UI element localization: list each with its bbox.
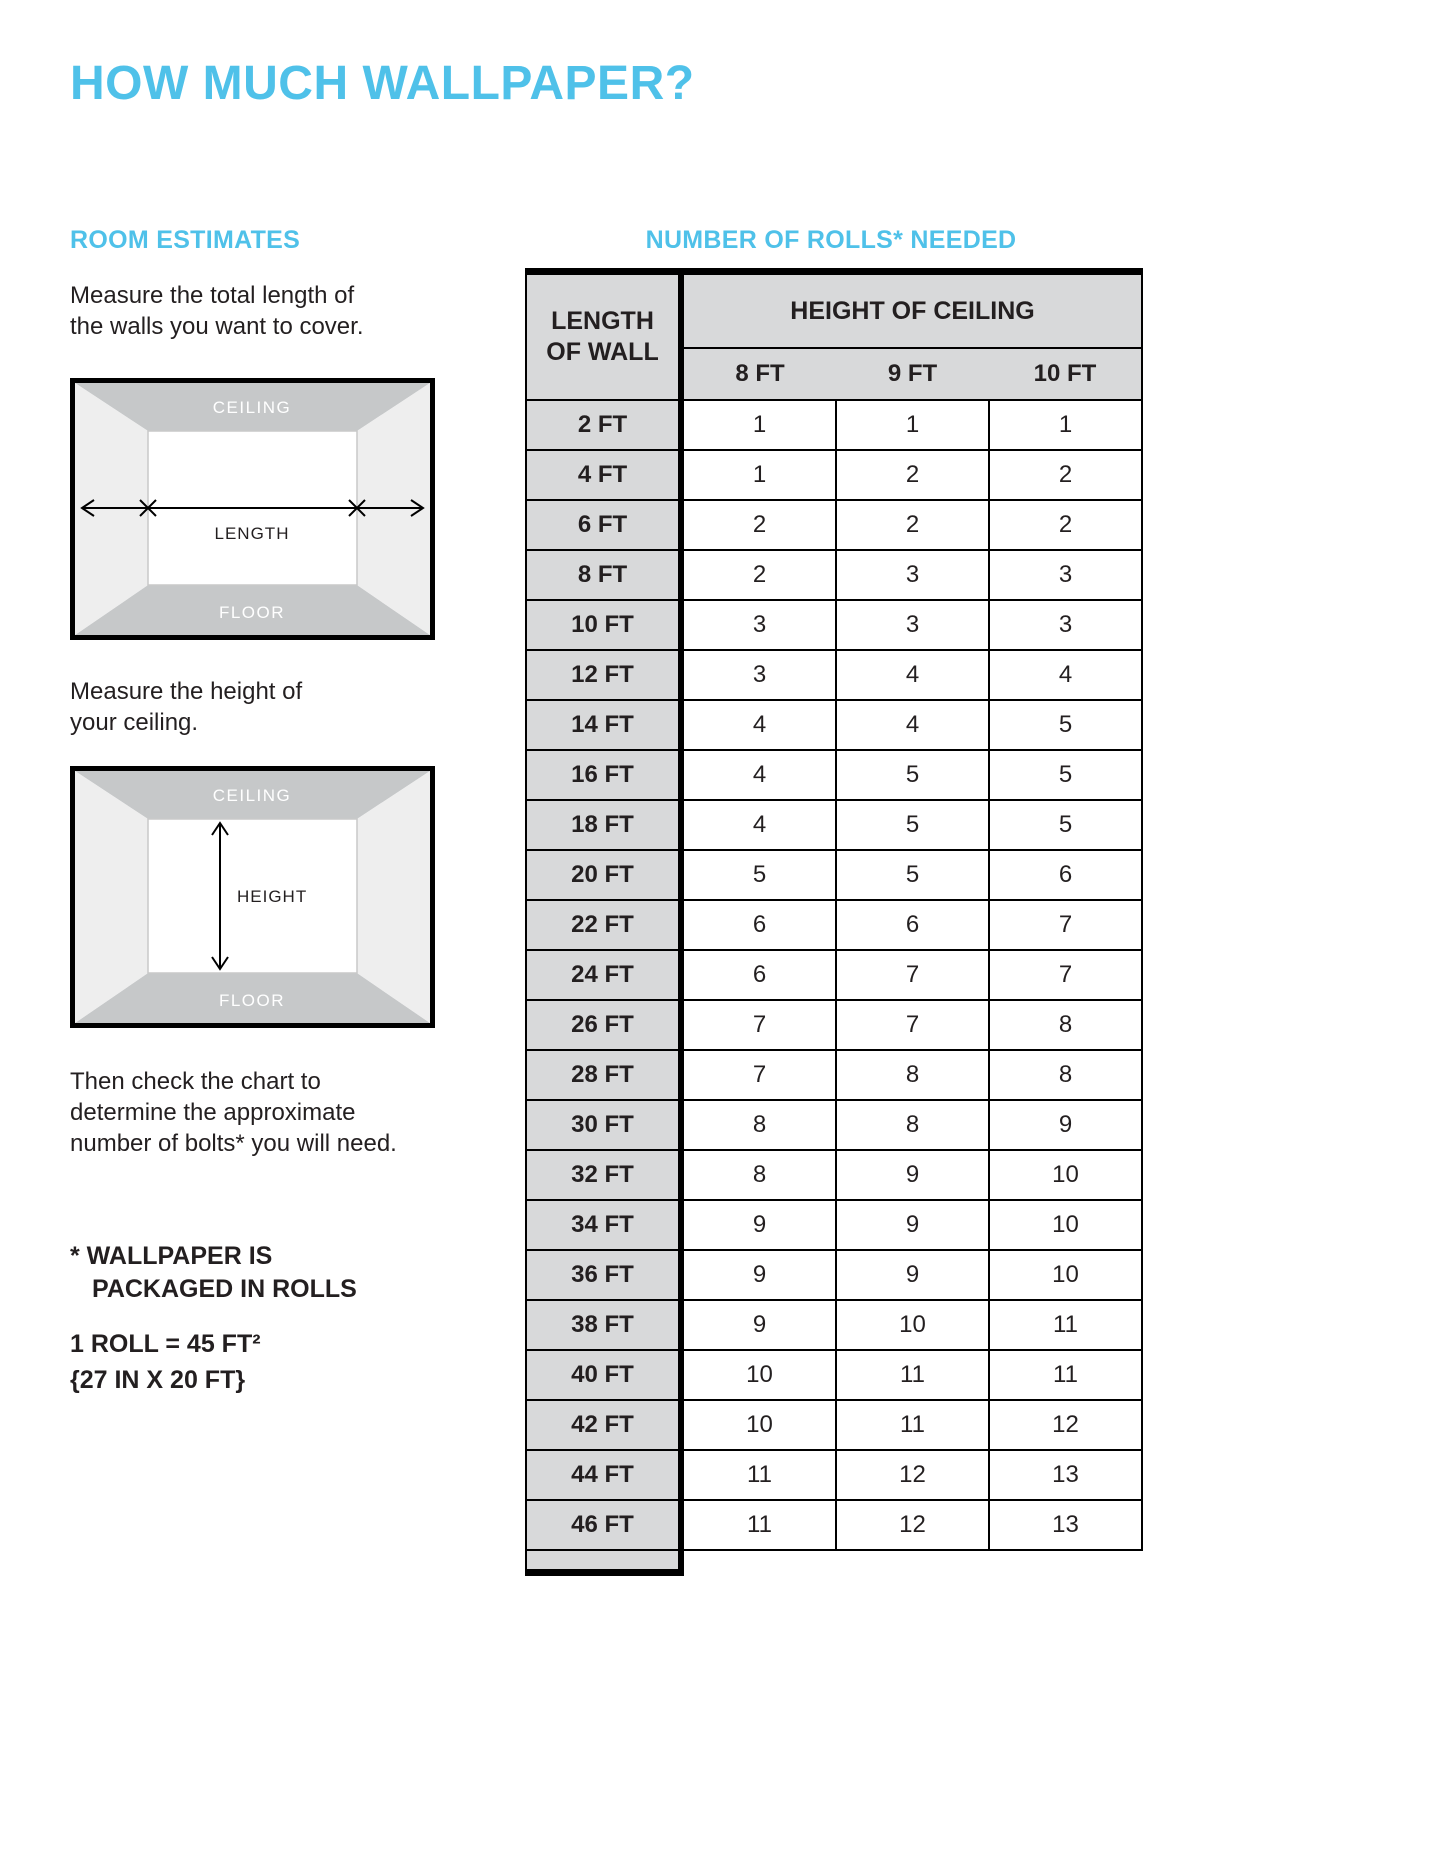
value-cell: 5 xyxy=(836,800,989,850)
value-cell: 12 xyxy=(989,1400,1142,1450)
table-row xyxy=(526,1100,1142,1150)
value-cell: 3 xyxy=(989,600,1142,650)
value-cell: 1 xyxy=(989,400,1142,450)
value-cell: 7 xyxy=(836,950,989,1000)
value-cell: 1 xyxy=(836,400,989,450)
floor-label: FLOOR xyxy=(218,603,286,622)
length-cell: 8 FT xyxy=(526,550,681,600)
value-cell: 13 xyxy=(989,1500,1142,1550)
height-label: HEIGHT xyxy=(237,887,308,906)
value-cell: 2 xyxy=(681,550,836,600)
rolls-needed-heading: NUMBER OF ROLLS* NEEDED xyxy=(645,226,1017,254)
table-row xyxy=(526,1200,1142,1250)
footer-spacer xyxy=(681,1550,1142,1573)
roll-size-note xyxy=(70,1326,261,1398)
table-row xyxy=(526,450,1142,500)
rolls-table-container xyxy=(525,268,1143,1576)
measure-length-paragraph xyxy=(70,280,363,342)
value-cell: 7 xyxy=(836,1000,989,1050)
page-title: HOW MUCH WALLPAPER? xyxy=(70,57,695,110)
value-cell: 10 xyxy=(989,1250,1142,1300)
value-cell: 5 xyxy=(836,850,989,900)
table-row xyxy=(526,1050,1142,1100)
value-cell: 4 xyxy=(681,800,836,850)
table-row xyxy=(526,1250,1142,1300)
length-cell: 30 FT xyxy=(526,1100,681,1150)
table-row xyxy=(526,600,1142,650)
value-cell: 2 xyxy=(681,500,836,550)
length-cell: 42 FT xyxy=(526,1400,681,1450)
value-cell: 2 xyxy=(989,450,1142,500)
value-cell: 1 xyxy=(681,450,836,500)
value-cell: 10 xyxy=(989,1200,1142,1250)
value-cell: 10 xyxy=(681,1350,836,1400)
value-cell: 11 xyxy=(681,1500,836,1550)
paragraph-line: your ceiling. xyxy=(70,709,199,736)
length-of-wall-header xyxy=(526,272,681,401)
length-diagram xyxy=(70,378,435,640)
value-cell: 7 xyxy=(681,1000,836,1050)
table-footer-row xyxy=(526,1550,1142,1573)
value-cell: 6 xyxy=(989,850,1142,900)
value-cell: 12 xyxy=(836,1450,989,1500)
length-column-footer xyxy=(526,1550,681,1573)
roll-line: 1 ROLL = 45 FT² xyxy=(70,1330,261,1358)
value-cell: 9 xyxy=(681,1200,836,1250)
value-cell: 5 xyxy=(989,800,1142,850)
value-cell: 5 xyxy=(989,700,1142,750)
ceiling-label: CEILING xyxy=(212,398,292,417)
value-cell: 3 xyxy=(681,650,836,700)
col-9ft-header: 9 FT xyxy=(836,348,989,400)
table-row xyxy=(526,900,1142,950)
roll-line: {27 IN X 20 FT} xyxy=(70,1366,246,1394)
value-cell: 3 xyxy=(836,600,989,650)
length-cell: 34 FT xyxy=(526,1200,681,1250)
value-cell: 3 xyxy=(681,600,836,650)
value-cell: 9 xyxy=(681,1300,836,1350)
table-header-row xyxy=(526,272,1142,349)
check-chart-paragraph xyxy=(70,1066,397,1159)
value-cell: 9 xyxy=(836,1200,989,1250)
value-cell: 9 xyxy=(836,1250,989,1300)
length-cell: 2 FT xyxy=(526,400,681,450)
length-cell: 12 FT xyxy=(526,650,681,700)
value-cell: 7 xyxy=(989,900,1142,950)
length-cell: 18 FT xyxy=(526,800,681,850)
value-cell: 4 xyxy=(681,750,836,800)
length-diagram-svg xyxy=(70,378,435,640)
length-cell: 10 FT xyxy=(526,600,681,650)
length-cell: 32 FT xyxy=(526,1150,681,1200)
table-row xyxy=(526,750,1142,800)
value-cell: 5 xyxy=(989,750,1142,800)
col-10ft-header: 10 FT xyxy=(989,348,1142,400)
length-cell: 22 FT xyxy=(526,900,681,950)
value-cell: 7 xyxy=(989,950,1142,1000)
value-cell: 11 xyxy=(836,1400,989,1450)
height-diagram-svg xyxy=(70,766,435,1028)
table-row xyxy=(526,800,1142,850)
length-cell: 4 FT xyxy=(526,450,681,500)
length-cell: 14 FT xyxy=(526,700,681,750)
paragraph-line: Measure the height of xyxy=(70,678,303,705)
paragraph-line: number of bolts* you will need. xyxy=(70,1130,397,1157)
value-cell: 2 xyxy=(836,450,989,500)
value-cell: 9 xyxy=(836,1150,989,1200)
height-of-ceiling-header: HEIGHT OF CEILING xyxy=(681,272,1142,349)
floor-label: FLOOR xyxy=(218,991,286,1010)
table-row xyxy=(526,1300,1142,1350)
height-diagram xyxy=(70,766,435,1028)
value-cell: 4 xyxy=(681,700,836,750)
note-line: * WALLPAPER IS xyxy=(70,1242,273,1270)
value-cell: 10 xyxy=(836,1300,989,1350)
table-row xyxy=(526,400,1142,450)
table-row xyxy=(526,1150,1142,1200)
length-label: LENGTH xyxy=(214,524,290,543)
value-cell: 1 xyxy=(681,400,836,450)
length-cell: 28 FT xyxy=(526,1050,681,1100)
length-cell: 36 FT xyxy=(526,1250,681,1300)
table-row xyxy=(526,1450,1142,1500)
ceiling-label: CEILING xyxy=(212,786,292,805)
header-line: LENGTH xyxy=(551,307,654,335)
table-row xyxy=(526,1500,1142,1550)
length-cell: 24 FT xyxy=(526,950,681,1000)
value-cell: 11 xyxy=(836,1350,989,1400)
length-cell: 40 FT xyxy=(526,1350,681,1400)
col-8ft-header: 8 FT xyxy=(681,348,836,400)
value-cell: 11 xyxy=(989,1350,1142,1400)
value-cell: 11 xyxy=(989,1300,1142,1350)
value-cell: 10 xyxy=(989,1150,1142,1200)
rolls-table-body xyxy=(526,400,1142,1550)
value-cell: 6 xyxy=(681,900,836,950)
table-row xyxy=(526,700,1142,750)
value-cell: 8 xyxy=(836,1100,989,1150)
note-line: PACKAGED IN ROLLS xyxy=(92,1275,357,1303)
table-row xyxy=(526,550,1142,600)
rolls-table xyxy=(525,268,1143,1576)
value-cell: 10 xyxy=(681,1400,836,1450)
length-cell: 16 FT xyxy=(526,750,681,800)
value-cell: 11 xyxy=(681,1450,836,1500)
room-estimates-heading: ROOM ESTIMATES xyxy=(70,226,301,254)
length-cell: 26 FT xyxy=(526,1000,681,1050)
paragraph-line: Measure the total length of xyxy=(70,282,355,309)
table-row xyxy=(526,650,1142,700)
value-cell: 4 xyxy=(989,650,1142,700)
table-row xyxy=(526,500,1142,550)
length-cell: 46 FT xyxy=(526,1500,681,1550)
value-cell: 8 xyxy=(681,1150,836,1200)
value-cell: 4 xyxy=(836,650,989,700)
measure-height-paragraph xyxy=(70,676,302,738)
wallpaper-rolls-note xyxy=(70,1240,357,1306)
value-cell: 6 xyxy=(681,950,836,1000)
value-cell: 8 xyxy=(681,1100,836,1150)
value-cell: 8 xyxy=(989,1000,1142,1050)
value-cell: 7 xyxy=(681,1050,836,1100)
length-cell: 44 FT xyxy=(526,1450,681,1500)
table-row xyxy=(526,1400,1142,1450)
table-row xyxy=(526,1000,1142,1050)
value-cell: 6 xyxy=(836,900,989,950)
paragraph-line: the walls you want to cover. xyxy=(70,313,364,340)
length-cell: 6 FT xyxy=(526,500,681,550)
table-row xyxy=(526,850,1142,900)
value-cell: 12 xyxy=(836,1500,989,1550)
value-cell: 5 xyxy=(681,850,836,900)
value-cell: 3 xyxy=(989,550,1142,600)
header-line: OF WALL xyxy=(546,338,659,366)
value-cell: 13 xyxy=(989,1450,1142,1500)
value-cell: 2 xyxy=(989,500,1142,550)
value-cell: 9 xyxy=(681,1250,836,1300)
value-cell: 9 xyxy=(989,1100,1142,1150)
paragraph-line: Then check the chart to xyxy=(70,1068,321,1095)
paragraph-line: determine the approximate xyxy=(70,1099,356,1126)
length-cell: 20 FT xyxy=(526,850,681,900)
value-cell: 8 xyxy=(989,1050,1142,1100)
value-cell: 3 xyxy=(836,550,989,600)
value-cell: 2 xyxy=(836,500,989,550)
length-cell: 38 FT xyxy=(526,1300,681,1350)
table-row xyxy=(526,1350,1142,1400)
value-cell: 8 xyxy=(836,1050,989,1100)
table-row xyxy=(526,950,1142,1000)
value-cell: 4 xyxy=(836,700,989,750)
value-cell: 5 xyxy=(836,750,989,800)
